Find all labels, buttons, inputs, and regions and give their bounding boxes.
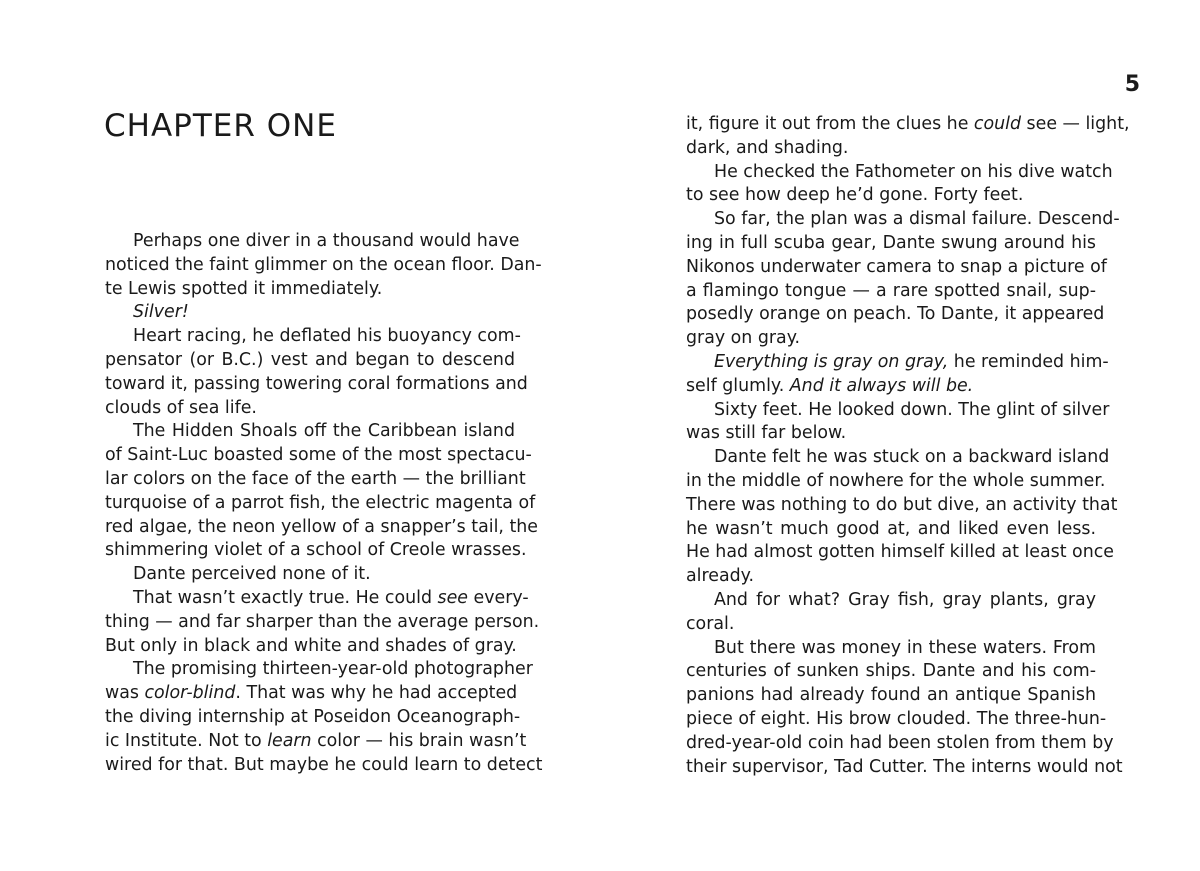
text-segment: was <box>105 683 145 704</box>
italic-text: Everything is gray on gray, <box>714 351 949 372</box>
text-line <box>686 184 1096 208</box>
text-segment: posedly orange on peach. To Dante, it appeared <box>686 304 1105 325</box>
text-segment: color — his brain wasn’t <box>311 730 527 751</box>
text-segment: noticed the faint glimmer on the ocean floor. Dan- <box>105 254 542 275</box>
text-line <box>105 397 515 421</box>
italic-text: learn <box>267 730 312 751</box>
text-line <box>686 351 1109 375</box>
text-segment: was still far below. <box>686 423 847 444</box>
text-segment: gray on gray. <box>686 328 801 349</box>
text-segment: turquoise of a parrot fish, the electric magenta of <box>105 492 536 513</box>
text-segment: thing — and far sharper than the average person. <box>105 611 540 632</box>
text-line <box>105 301 515 325</box>
text-segment: in the middle of nowhere for the whole summer. <box>686 470 1106 491</box>
text-segment: dark, and shading. <box>686 137 849 158</box>
text-segment: He checked the Fathometer on his dive watch <box>714 161 1113 182</box>
text-segment: dred-year-old coin had been stolen from them by <box>686 732 1114 753</box>
right-text-column <box>686 113 1130 779</box>
text-line <box>686 708 1107 732</box>
text-segment: the diving internship at Poseidon Oceanograph- <box>105 706 521 727</box>
text-line <box>686 399 1110 423</box>
text-line <box>686 327 1096 351</box>
text-line <box>686 565 1096 589</box>
text-segment: Sixty feet. He looked down. The glint of silver <box>714 399 1110 420</box>
text-segment: panions had already found an antique Spanish <box>686 685 1096 706</box>
text-segment: Perhaps one diver in a thousand would have <box>133 231 520 251</box>
text-line <box>686 494 1118 518</box>
text-segment: self glumly. <box>686 375 790 396</box>
text-segment: coral. <box>686 613 735 634</box>
text-line <box>686 637 1096 661</box>
text-segment: a flamingo tongue — a rare spotted snail, sup- <box>686 280 1096 301</box>
text-line <box>686 541 1114 565</box>
text-segment: wired for that. But maybe he could learn to detect <box>105 754 543 775</box>
text-segment: There was nothing to do but dive, an activity that <box>686 494 1118 515</box>
text-line <box>686 137 1096 161</box>
text-line <box>105 706 521 730</box>
text-line <box>686 470 1106 494</box>
text-line <box>105 635 515 659</box>
text-segment: he wasn’t much good at, and liked even less. <box>686 518 1096 539</box>
text-line <box>105 230 520 254</box>
text-line <box>686 518 1096 542</box>
text-segment: red algae, the neon yellow of a snapper’s tail, the <box>105 516 538 537</box>
text-line <box>105 587 529 611</box>
text-segment: piece of eight. His brow clouded. The three-hun- <box>686 708 1107 729</box>
text-segment: ic Institute. Not to <box>105 730 268 751</box>
text-line <box>686 589 1096 613</box>
text-line <box>686 303 1105 327</box>
text-line <box>686 613 1096 637</box>
text-line <box>105 658 533 682</box>
text-line <box>686 660 1096 684</box>
page-number: 5 <box>1124 72 1140 97</box>
text-line <box>105 325 521 349</box>
text-line <box>686 375 1096 399</box>
text-line <box>105 420 515 444</box>
text-line <box>105 516 538 540</box>
text-line <box>686 113 1130 137</box>
text-segment: of Saint-Luc boasted some of the most spectacu- <box>105 445 532 466</box>
text-line <box>686 422 1096 446</box>
text-segment: pensator (or B.C.) vest and began to descend <box>105 349 515 370</box>
italic-text: could <box>973 114 1022 134</box>
text-segment: their supervisor, Tad Cutter. The interns would not <box>686 756 1123 777</box>
italic-text: Silver! <box>133 302 189 323</box>
text-segment: clouds of sea life. <box>105 397 257 418</box>
text-segment: The promising thirteen-year-old photographer <box>133 659 533 680</box>
text-line <box>686 161 1113 185</box>
text-segment: He had almost gotten himself killed at least once <box>686 542 1114 563</box>
text-line <box>105 373 528 397</box>
text-segment: ing in full scuba gear, Dante swung around his <box>686 232 1096 253</box>
italic-text: color-blind <box>144 683 236 704</box>
text-line <box>105 539 527 563</box>
text-segment: te Lewis spotted it immediately. <box>105 278 383 299</box>
text-segment: see — light, <box>1021 114 1130 134</box>
text-segment: shimmering violet of a school of Creole wrasses. <box>105 540 527 561</box>
text-segment: to see how deep he’d gone. Forty feet. <box>686 185 1024 206</box>
text-line <box>686 684 1096 708</box>
text-segment: Heart racing, he deflated his buoyancy com- <box>133 326 521 347</box>
text-line <box>105 349 515 373</box>
text-segment: The Hidden Shoals off the Caribbean island <box>133 421 515 442</box>
text-line <box>686 756 1123 780</box>
chapter-title: CHAPTER ONE <box>104 108 337 144</box>
text-line <box>105 563 515 587</box>
text-segment: every- <box>468 587 529 608</box>
text-line <box>105 730 527 754</box>
text-segment: Nikonos underwater camera to snap a picture of <box>686 256 1107 277</box>
text-segment: already. <box>686 566 754 587</box>
text-segment: lar colors on the face of the earth — the brilliant <box>105 468 526 489</box>
text-segment: And for what? Gray fish, gray plants, gray <box>714 589 1096 610</box>
text-segment: But there was money in these waters. From <box>714 637 1096 658</box>
text-segment: But only in black and white and shades of gray. <box>105 635 517 656</box>
text-line <box>105 254 542 278</box>
text-line <box>686 732 1114 756</box>
text-line <box>686 232 1096 256</box>
text-line <box>105 611 540 635</box>
text-line <box>686 280 1096 304</box>
text-line <box>105 492 536 516</box>
left-text-column <box>105 230 543 777</box>
text-line <box>105 754 543 778</box>
text-segment: he reminded him- <box>948 351 1109 372</box>
text-segment: centuries of sunken ships. Dante and his com- <box>686 661 1096 682</box>
text-line <box>686 256 1107 280</box>
text-segment: toward it, passing towering coral formations and <box>105 373 528 394</box>
italic-text: And it always will be. <box>789 375 974 396</box>
text-line <box>686 208 1120 232</box>
text-segment: That wasn’t exactly true. He could <box>133 587 438 608</box>
text-line <box>105 468 526 492</box>
text-segment: . That was why he had accepted <box>235 683 518 704</box>
text-segment: Dante perceived none of it. <box>133 564 371 585</box>
text-segment: So far, the plan was a dismal failure. Descend- <box>714 209 1120 230</box>
text-line <box>105 278 515 302</box>
italic-text: see <box>437 587 468 608</box>
text-segment: Dante felt he was stuck on a backward island <box>714 447 1110 468</box>
text-segment: it, figure it out from the clues he <box>686 114 974 134</box>
text-line <box>105 682 518 706</box>
text-line <box>686 446 1110 470</box>
text-line <box>105 444 532 468</box>
